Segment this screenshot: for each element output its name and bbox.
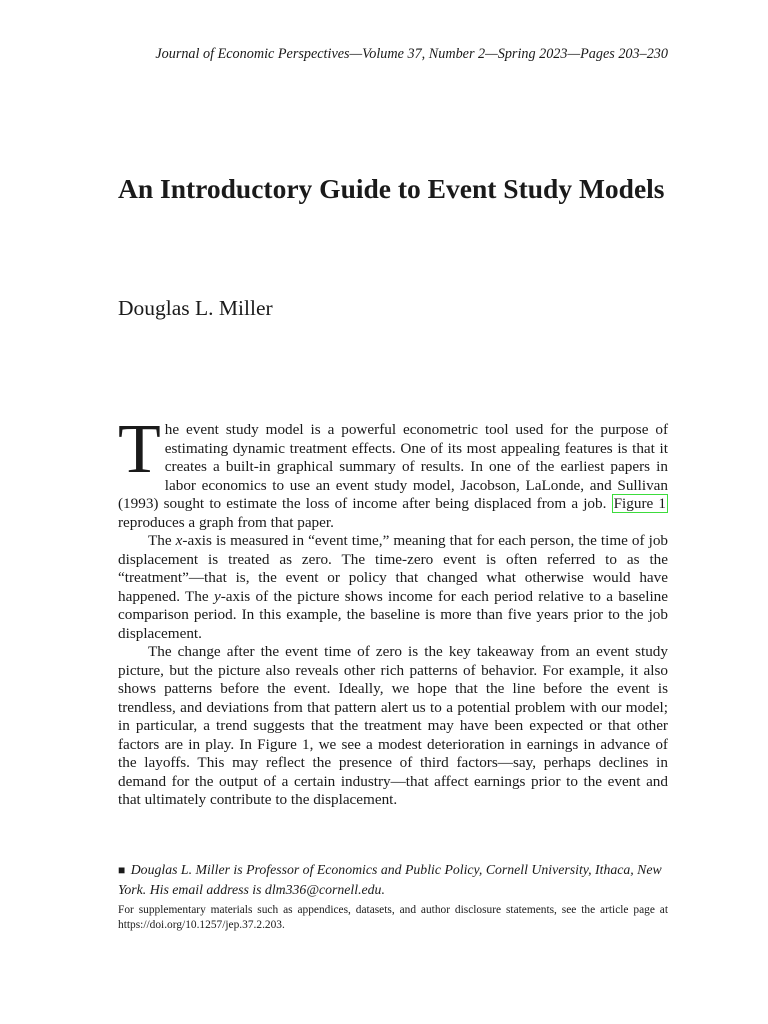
- supplementary-note: For supplementary materials such as appendices, datasets, and author disclosure statements, see the article page at https://doi.org/10.1257/jep.37.2.203.: [118, 904, 668, 931]
- article-body: [118, 411, 669, 810]
- author-footnote: [118, 860, 668, 899]
- y-variable: y: [213, 587, 221, 605]
- article-page: [118, 0, 668, 1024]
- paragraph-1-tail: reproduces a graph from that paper.: [118, 513, 334, 531]
- paragraph-1: [118, 411, 668, 532]
- drop-cap: T: [118, 411, 161, 488]
- footnote-bullet: ■: [118, 863, 126, 877]
- article-title: An Introductory Guide to Event Study Models: [118, 173, 665, 204]
- paragraph-2: [118, 532, 668, 643]
- paragraph-2-start: The: [148, 532, 172, 549]
- paragraph-2-end: -axis of the picture shows income for each period relative to a baseline comparison period. In this example, the baseline is more than five years prior to the job displacement.: [118, 587, 669, 642]
- paragraph-3: The change after the event time of zero is the key takeaway from an event study picture, but the picture also reveals other rich patterns of behavior. For example, it also shows patterns before the event. Ideally, we hope that the line before the event is trendless, and deviations from that pattern alert us to a potential problem with our model; in particular, a trend suggests that the treatment may have been expected or that other factors are in play. In Figure 1, we see a modest deterioration in earnings in advance of the layoffs. This may reflect the presence of third factors—say, perhaps declines in demand for the output of a certain industry—that affect earnings prior to the event and that ultimately contribute to the displacement.: [118, 643, 668, 808]
- paragraph-2-middle: -axis is measured in “event time,” meaning that for each person, the time of job displacement is treated as zero. The time-zero event is often referred to as the “treatment”—that is, the event or policy that changed what otherwise would have happened. The: [118, 532, 669, 605]
- x-variable: x: [175, 532, 183, 549]
- running-head: Journal of Economic Perspectives—Volume 37, Number 2—Spring 2023—Pages 203–230: [155, 46, 668, 62]
- author-name: Douglas L. Miller: [118, 296, 273, 320]
- paragraph-1-text: he event study model is a powerful econometric tool used for the purpose of estimating dynamic treatment effects. One of its most appealing features is that it creates a built-in graphical summary of results. In one of the earliest papers in labor economics to use an event study model, Jacobson, LaLonde, and Sullivan (1993) sought to estimate the loss of income after being displaced from a job.: [118, 421, 668, 512]
- footnote-text: Douglas L. Miller is Professor of Economics and Public Policy, Cornell University, Ithaca, New York. His email address is dlm336@cornell.edu.: [118, 862, 662, 897]
- figure-1-link[interactable]: Figure 1: [613, 495, 667, 512]
